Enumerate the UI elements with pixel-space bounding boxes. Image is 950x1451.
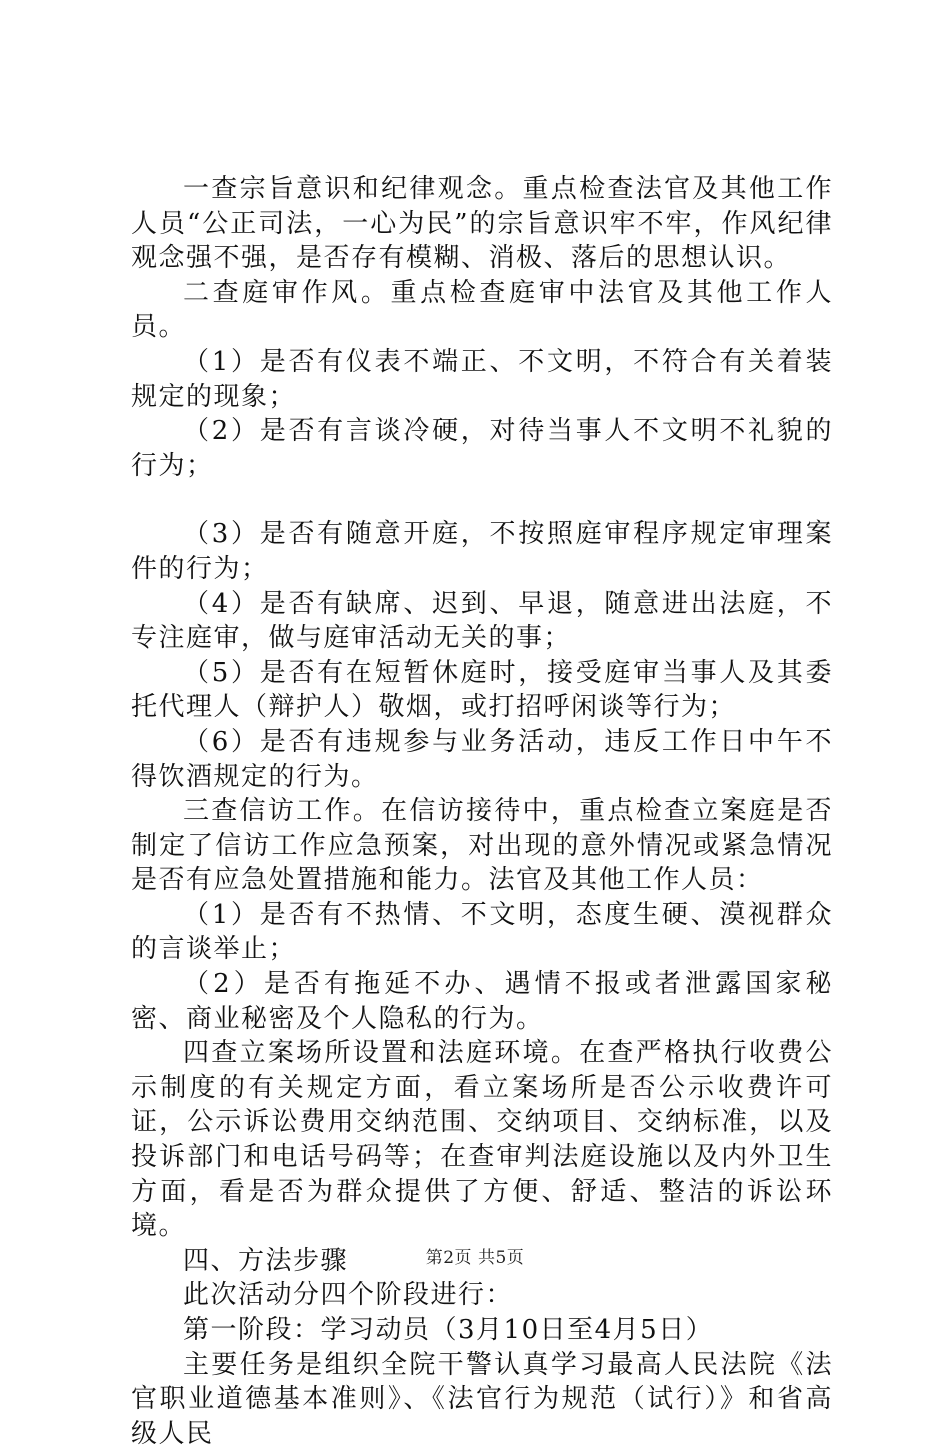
list-item: （6）是否有违规参与业务活动，违反工作日中午不得饮酒规定的行为。 [131, 726, 833, 792]
list-item: （1）是否有不热情、不文明，态度生硬、漠视群众的言谈举止； [131, 899, 833, 965]
paragraph-petition-work: 三查信访工作。在信访接待中，重点检查立案庭是否制定了信访工作应急预案，对出现的意外情况或紧急情况是否有应急处置措施和能力。法官及其他工作人员： [131, 796, 833, 896]
page-number: 第2页 共5页 [425, 1248, 525, 1268]
list-item: （2）是否有拖延不办、遇情不报或者泄露国家秘密、商业秘密及个人隐私的行为。 [131, 969, 833, 1034]
paragraph-trial-conduct: 二查庭审作风。重点检查庭审中法官及其他工作人员。 [131, 277, 833, 343]
list-item: （4）是否有缺席、迟到、早退，随意进出法庭，不专注庭审，做与庭审活动无关的事； [131, 588, 833, 654]
paragraph-purpose-discipline: 一查宗旨意识和纪律观念。重点检查法官及其他工作人员“公正司法，一心为民”的宗旨意识牢不牢，作风纪律观念强不强，是否存有模糊、消极、落后的思想认识。 [131, 174, 833, 274]
paragraph-filing-environment: 四查立案场所设置和法庭环境。在查严格执行收费公示制度的有关规定方面，看立案场所是否公示收费许可证，公示诉讼费用交纳范围、交纳项目、交纳标准，以及投诉部门和电话号码等；在查审判法庭设施以及内外卫生方面，看是否为群众提供了方便、舒适、整洁的诉讼环境。 [131, 1038, 833, 1242]
paragraph-stages-intro: 此次活动分四个阶段进行： [183, 1280, 514, 1311]
list-item: （5）是否有在短暂休庭时，接受庭审当事人及其委托代理人（辩护人）敬烟，或打招呼闲谈等行为； [131, 657, 833, 723]
list-item: （1）是否有仪表不端正、不文明，不符合有关着装规定的现象； [131, 346, 833, 412]
section-heading: 四、方法步骤 [183, 1245, 349, 1276]
paragraph-main-task: 主要任务是组织全院干警认真学习最高人民法院《法官职业道德基本准则》、《法官行为规范（试行）》和省高级人民 [131, 1349, 833, 1449]
list-item: （2）是否有言谈冷硬，对待当事人不文明不礼貌的行为； [131, 416, 833, 481]
stage-heading: 第一阶段：学习动员（3月10日至4月5日） [183, 1315, 714, 1345]
list-item: （3）是否有随意开庭，不按照庭审程序规定审理案件的行为； [131, 519, 833, 584]
